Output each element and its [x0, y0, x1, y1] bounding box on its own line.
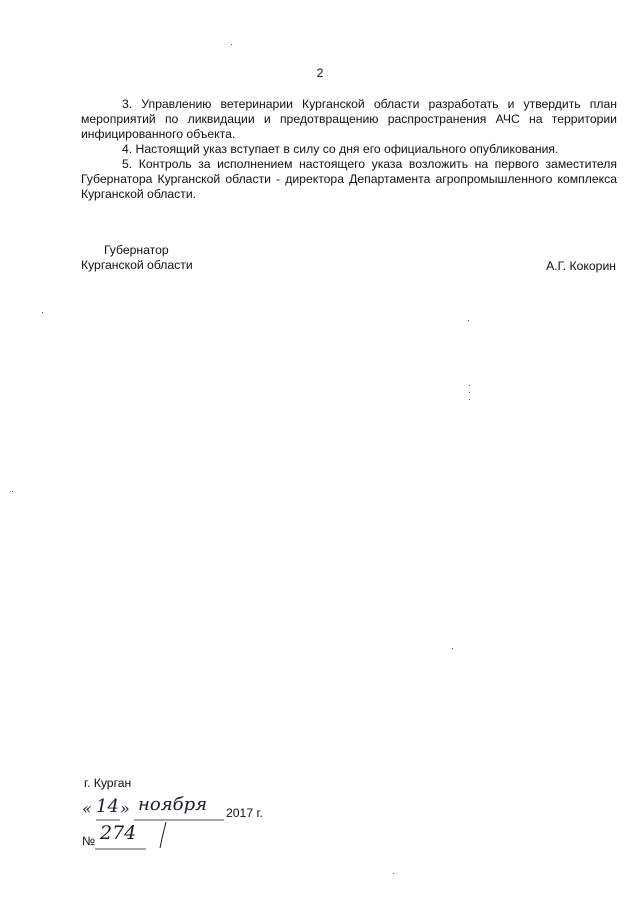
date-year: 2017 г.	[226, 806, 263, 820]
scan-speck	[231, 44, 232, 45]
scan-speck	[393, 873, 394, 874]
date-day: 14	[96, 796, 119, 817]
paragraph-5: 5. Контроль за исполнением настоящего указа возложить на первого заместителя Губернатора Курганской области - директора Департамента агропромышленного комплекса Курганской области.	[81, 157, 617, 201]
page-number: 2	[316, 66, 324, 80]
paragraph-4: 4. Настоящий указ вступает в силу со дня его официального опубликования.	[122, 142, 559, 156]
date-month: ноября	[138, 794, 208, 815]
number-label: №	[82, 834, 96, 848]
date-line	[82, 794, 282, 823]
date-open-quote: «	[82, 799, 92, 818]
scan-speck	[469, 385, 470, 386]
number-value: 274	[100, 822, 137, 844]
scan-speck	[469, 399, 470, 400]
date-close-quote: »	[120, 799, 130, 818]
signatory-name: А.Г. Кокорин	[546, 259, 616, 273]
place-of-issue: г. Курган	[84, 776, 132, 790]
scan-speck	[468, 320, 469, 321]
scan-speck	[42, 312, 43, 313]
paragraph-3: 3. Управлению ветеринарии Курганской области разработать и утвердить план мероприятий по ликвидации и предотвращению распространения АЧС на территории инфицированного объекта.	[81, 97, 617, 141]
scan-speck	[12, 491, 13, 492]
signatory-title-line1: Губернатор	[104, 243, 169, 257]
number-underline	[82, 822, 182, 852]
document-number-line	[82, 822, 182, 852]
scan-speck	[469, 392, 470, 393]
body-text	[81, 97, 617, 202]
signature-block	[81, 243, 281, 273]
scan-speck	[452, 648, 453, 649]
signatory-title-line2: Курганской области	[81, 258, 193, 272]
